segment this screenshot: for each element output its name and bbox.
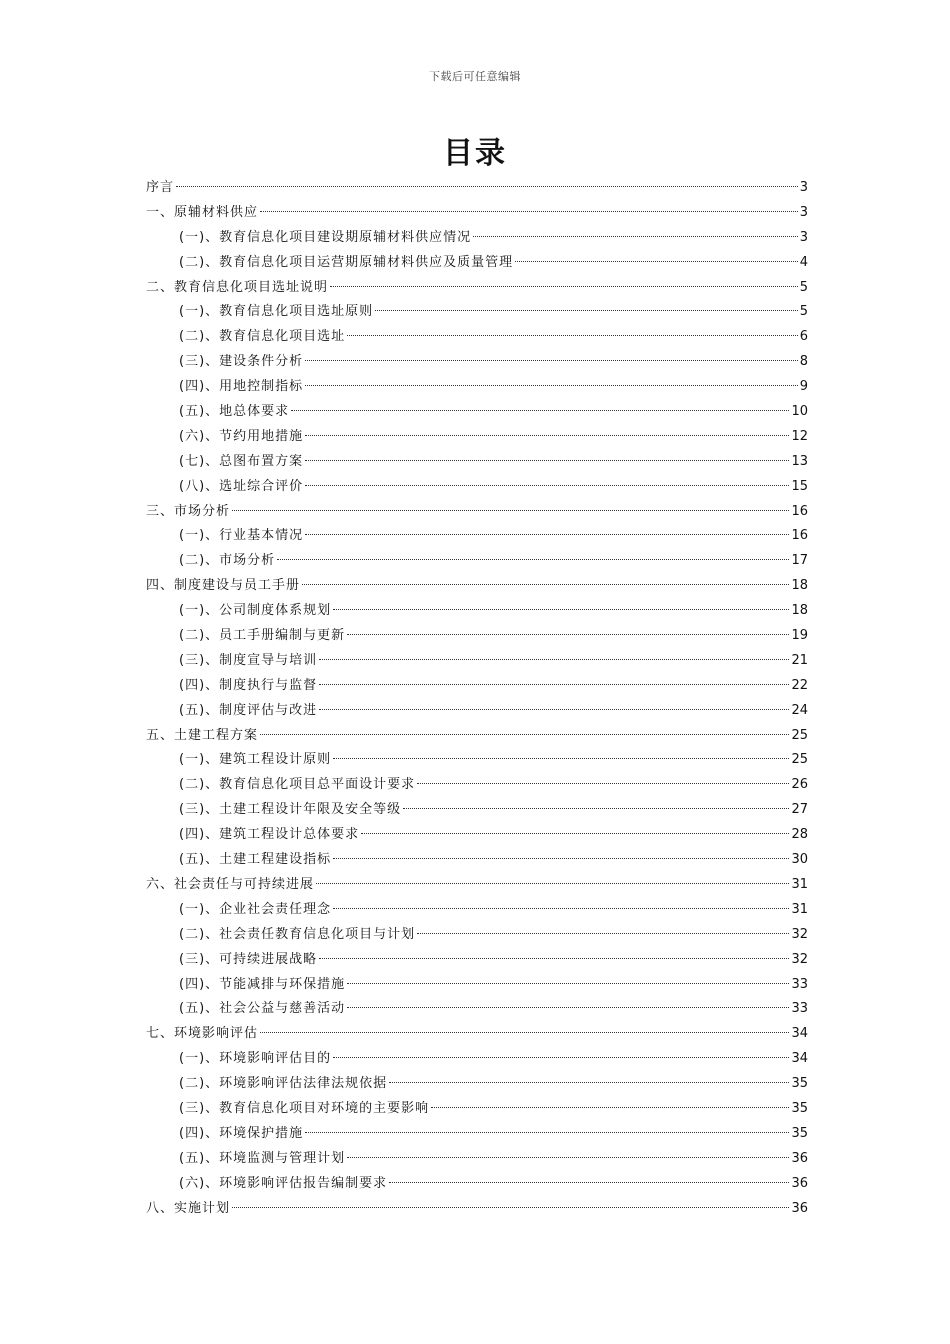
toc-dot-leader bbox=[305, 533, 789, 535]
toc-page-number: 36 bbox=[791, 1200, 808, 1216]
toc-dot-leader bbox=[389, 1081, 789, 1083]
toc-page-number: 35 bbox=[791, 1100, 808, 1116]
toc-entry[interactable] bbox=[146, 574, 808, 599]
toc-page-number: 35 bbox=[791, 1125, 808, 1141]
toc-entry-title: (二)、教育信息化项目运营期原辅材料供应及质量管理 bbox=[179, 254, 514, 270]
toc-entry-title: (二)、教育信息化项目总平面设计要求 bbox=[179, 777, 416, 793]
toc-entry[interactable] bbox=[146, 375, 808, 400]
toc-entry-title: (四)、环境保护措施 bbox=[179, 1125, 304, 1141]
toc-entry-title: (五)、地总体要求 bbox=[179, 404, 290, 420]
toc-page-number: 31 bbox=[791, 901, 808, 917]
toc-entry-title: (六)、环境影响评估报告编制要求 bbox=[179, 1175, 388, 1191]
toc-page-number: 33 bbox=[791, 976, 808, 992]
toc-entry-title: (三)、教育信息化项目对环境的主要影响 bbox=[179, 1100, 430, 1116]
toc-entry[interactable] bbox=[146, 400, 808, 425]
toc-page-number: 28 bbox=[791, 827, 808, 843]
toc-page-number: 19 bbox=[791, 628, 808, 644]
toc-dot-leader bbox=[333, 907, 789, 909]
toc-entry[interactable] bbox=[146, 624, 808, 649]
toc-page-number: 34 bbox=[791, 1026, 808, 1042]
toc-dot-leader bbox=[277, 558, 789, 560]
toc-entry-title: (五)、土建工程建设指标 bbox=[179, 852, 332, 868]
toc-entry[interactable] bbox=[146, 973, 808, 998]
toc-dot-leader bbox=[319, 708, 789, 710]
toc-dot-leader bbox=[431, 1106, 789, 1108]
toc-entry[interactable] bbox=[146, 773, 808, 798]
toc-page-number: 16 bbox=[791, 528, 808, 544]
toc-page-number: 24 bbox=[791, 702, 808, 718]
toc-dot-leader bbox=[260, 1031, 789, 1033]
toc-entry-title: (四)、节能减排与环保措施 bbox=[179, 976, 346, 992]
toc-entry[interactable] bbox=[146, 699, 808, 724]
toc-entry[interactable] bbox=[146, 524, 808, 549]
toc-dot-leader bbox=[305, 359, 798, 361]
toc-entry-title: 三、市场分析 bbox=[146, 503, 231, 519]
toc-dot-leader bbox=[333, 1056, 789, 1058]
toc-entry-title: (二)、社会责任教育信息化项目与计划 bbox=[179, 926, 416, 942]
toc-entry[interactable] bbox=[146, 350, 808, 375]
toc-dot-leader bbox=[232, 509, 789, 511]
toc-dot-leader bbox=[347, 633, 789, 635]
toc-entry[interactable] bbox=[146, 276, 808, 301]
toc-entry-title: (二)、员工手册编制与更新 bbox=[179, 628, 346, 644]
toc-page-number: 18 bbox=[791, 603, 808, 619]
toc-entry[interactable] bbox=[146, 923, 808, 948]
toc-page-number: 15 bbox=[791, 478, 808, 494]
toc-dot-leader bbox=[176, 185, 798, 187]
toc-page-number: 18 bbox=[791, 578, 808, 594]
toc-dot-leader bbox=[305, 459, 789, 461]
toc-entry[interactable] bbox=[146, 798, 808, 823]
toc-entry-title: (六)、节约用地措施 bbox=[179, 428, 304, 444]
toc-dot-leader bbox=[375, 309, 798, 311]
toc-entry[interactable] bbox=[146, 201, 808, 226]
toc-dot-leader bbox=[333, 757, 789, 759]
toc-entry[interactable] bbox=[146, 251, 808, 276]
toc-page-number: 26 bbox=[791, 777, 808, 793]
toc-entry-title: 五、土建工程方案 bbox=[146, 727, 259, 743]
toc-page-number: 3 bbox=[799, 180, 808, 195]
toc-dot-leader bbox=[305, 434, 789, 436]
toc-entry-title: (四)、建筑工程设计总体要求 bbox=[179, 827, 360, 843]
toc-page-number: 3 bbox=[799, 229, 808, 245]
toc-page-number: 16 bbox=[791, 503, 808, 519]
toc-dot-leader bbox=[403, 807, 789, 809]
toc-entry-title: (三)、建设条件分析 bbox=[179, 354, 304, 370]
toc-entry-title: 一、原辅材料供应 bbox=[146, 204, 259, 220]
toc-dot-leader bbox=[417, 932, 789, 934]
page-title: 目录 bbox=[443, 136, 507, 171]
toc-entry-title: 二、教育信息化项目选址说明 bbox=[146, 279, 329, 295]
toc-entry[interactable] bbox=[146, 1072, 808, 1097]
toc-entry-title: (一)、教育信息化项目建设期原辅材料供应情况 bbox=[179, 229, 472, 245]
toc-dot-leader bbox=[347, 1006, 789, 1008]
toc-dot-leader bbox=[347, 334, 798, 336]
toc-entry-title: (一)、行业基本情况 bbox=[179, 528, 304, 544]
toc-dot-leader bbox=[389, 1181, 789, 1183]
toc-entry[interactable] bbox=[146, 724, 808, 749]
toc-entry[interactable] bbox=[146, 1047, 808, 1072]
toc-page-number: 27 bbox=[791, 802, 808, 818]
toc-entry-title: 四、制度建设与员工手册 bbox=[146, 578, 301, 594]
toc-page-number: 13 bbox=[791, 453, 808, 469]
toc-entry[interactable] bbox=[146, 300, 808, 325]
toc-entry[interactable] bbox=[146, 1147, 808, 1172]
toc-dot-leader bbox=[305, 384, 798, 386]
toc-entry[interactable] bbox=[146, 599, 808, 624]
toc-entry-title: (二)、市场分析 bbox=[179, 553, 276, 569]
toc-entry-title: (七)、总图布置方案 bbox=[179, 453, 304, 469]
toc-dot-leader bbox=[305, 1131, 789, 1133]
toc-dot-leader bbox=[515, 260, 798, 262]
toc-entry-title: (五)、制度评估与改进 bbox=[179, 702, 318, 718]
toc-entry[interactable] bbox=[146, 823, 808, 848]
toc-page-number: 25 bbox=[791, 727, 808, 743]
toc-entry[interactable] bbox=[146, 1022, 808, 1047]
toc-page-number: 9 bbox=[799, 379, 808, 395]
toc-entry-title: (一)、建筑工程设计原则 bbox=[179, 752, 332, 768]
toc-dot-leader bbox=[291, 409, 789, 411]
toc-page-number: 6 bbox=[799, 329, 808, 345]
toc-page-number: 30 bbox=[791, 852, 808, 868]
toc-dot-leader bbox=[333, 857, 789, 859]
toc-entry-title: (一)、教育信息化项目选址原则 bbox=[179, 304, 374, 320]
toc-page-number: 22 bbox=[791, 677, 808, 693]
toc-page-number: 17 bbox=[791, 553, 808, 569]
toc-entry[interactable] bbox=[146, 948, 808, 973]
toc-entry[interactable] bbox=[146, 848, 808, 873]
toc-entry[interactable] bbox=[146, 1197, 808, 1222]
toc-page-number: 4 bbox=[799, 254, 808, 270]
toc-entry[interactable] bbox=[146, 649, 808, 674]
toc-entry[interactable] bbox=[146, 997, 808, 1022]
toc-entry-title: (一)、公司制度体系规划 bbox=[179, 603, 332, 619]
toc-entry[interactable] bbox=[146, 1097, 808, 1122]
toc-page-number: 10 bbox=[791, 404, 808, 420]
toc-entry-title: (五)、环境监测与管理计划 bbox=[179, 1150, 346, 1166]
toc-page-number: 5 bbox=[799, 279, 808, 295]
toc-entry[interactable] bbox=[146, 1122, 808, 1147]
toc-dot-leader bbox=[330, 285, 798, 287]
toc-entry[interactable] bbox=[146, 1172, 808, 1197]
toc-dot-leader bbox=[347, 982, 789, 984]
toc-entry[interactable] bbox=[146, 898, 808, 923]
toc-page-number: 36 bbox=[791, 1150, 808, 1166]
toc-dot-leader bbox=[260, 733, 789, 735]
toc-page-number: 8 bbox=[799, 354, 808, 370]
toc-dot-leader bbox=[417, 782, 789, 784]
toc-entry-title: (四)、用地控制指标 bbox=[179, 379, 304, 395]
toc-page-number: 21 bbox=[791, 652, 808, 668]
toc-dot-leader bbox=[347, 1156, 789, 1158]
toc-dot-leader bbox=[473, 235, 798, 237]
toc-dot-leader bbox=[319, 658, 789, 660]
toc-entry-title: (二)、教育信息化项目选址 bbox=[179, 329, 346, 345]
toc-dot-leader bbox=[232, 1206, 789, 1208]
toc-dot-leader bbox=[361, 832, 789, 834]
toc-page-number: 31 bbox=[791, 876, 808, 892]
toc-dot-leader bbox=[302, 583, 789, 585]
toc-entry-title: (八)、选址综合评价 bbox=[179, 478, 304, 494]
toc-entry-title: 六、社会责任与可持续进展 bbox=[146, 876, 315, 892]
toc-page-number: 35 bbox=[791, 1076, 808, 1092]
toc-entry-title: (三)、可持续进展战略 bbox=[179, 951, 318, 967]
toc-page-number: 33 bbox=[791, 1001, 808, 1017]
table-of-contents bbox=[146, 176, 808, 1221]
toc-page-number: 5 bbox=[799, 304, 808, 320]
toc-entry-title: 八、实施计划 bbox=[146, 1200, 231, 1216]
toc-page-number: 3 bbox=[799, 204, 808, 220]
toc-entry-title: (一)、企业社会责任理念 bbox=[179, 901, 332, 917]
toc-dot-leader bbox=[260, 210, 798, 212]
toc-entry-title: (二)、环境影响评估法律法规依据 bbox=[179, 1076, 388, 1092]
toc-entry-title: (一)、环境影响评估目的 bbox=[179, 1051, 332, 1067]
toc-entry[interactable] bbox=[146, 425, 808, 450]
toc-dot-leader bbox=[333, 608, 789, 610]
toc-dot-leader bbox=[316, 882, 789, 884]
toc-entry[interactable] bbox=[146, 748, 808, 773]
toc-entry-title: (三)、土建工程设计年限及安全等级 bbox=[179, 802, 402, 818]
toc-entry[interactable] bbox=[146, 226, 808, 251]
toc-page-number: 32 bbox=[791, 926, 808, 942]
toc-page-number: 34 bbox=[791, 1051, 808, 1067]
toc-page-number: 32 bbox=[791, 951, 808, 967]
toc-dot-leader bbox=[305, 484, 789, 486]
toc-entry[interactable] bbox=[146, 176, 808, 201]
toc-page-number: 12 bbox=[791, 428, 808, 444]
toc-entry-title: (三)、制度宣导与培训 bbox=[179, 652, 318, 668]
toc-entry-title: (四)、制度执行与监督 bbox=[179, 677, 318, 693]
toc-entry[interactable] bbox=[146, 450, 808, 475]
toc-entry[interactable] bbox=[146, 873, 808, 898]
page-header: 下载后可任意编辑 bbox=[429, 70, 521, 83]
toc-entry-title: 序言 bbox=[146, 180, 175, 195]
toc-entry[interactable] bbox=[146, 674, 808, 699]
toc-entry[interactable] bbox=[146, 325, 808, 350]
toc-entry[interactable] bbox=[146, 475, 808, 500]
toc-entry-title: (五)、社会公益与慈善活动 bbox=[179, 1001, 346, 1017]
toc-dot-leader bbox=[319, 957, 789, 959]
toc-entry-title: 七、环境影响评估 bbox=[146, 1026, 259, 1042]
toc-entry[interactable] bbox=[146, 500, 808, 525]
toc-dot-leader bbox=[319, 683, 789, 685]
toc-page-number: 36 bbox=[791, 1175, 808, 1191]
toc-page-number: 25 bbox=[791, 752, 808, 768]
toc-entry[interactable] bbox=[146, 549, 808, 574]
